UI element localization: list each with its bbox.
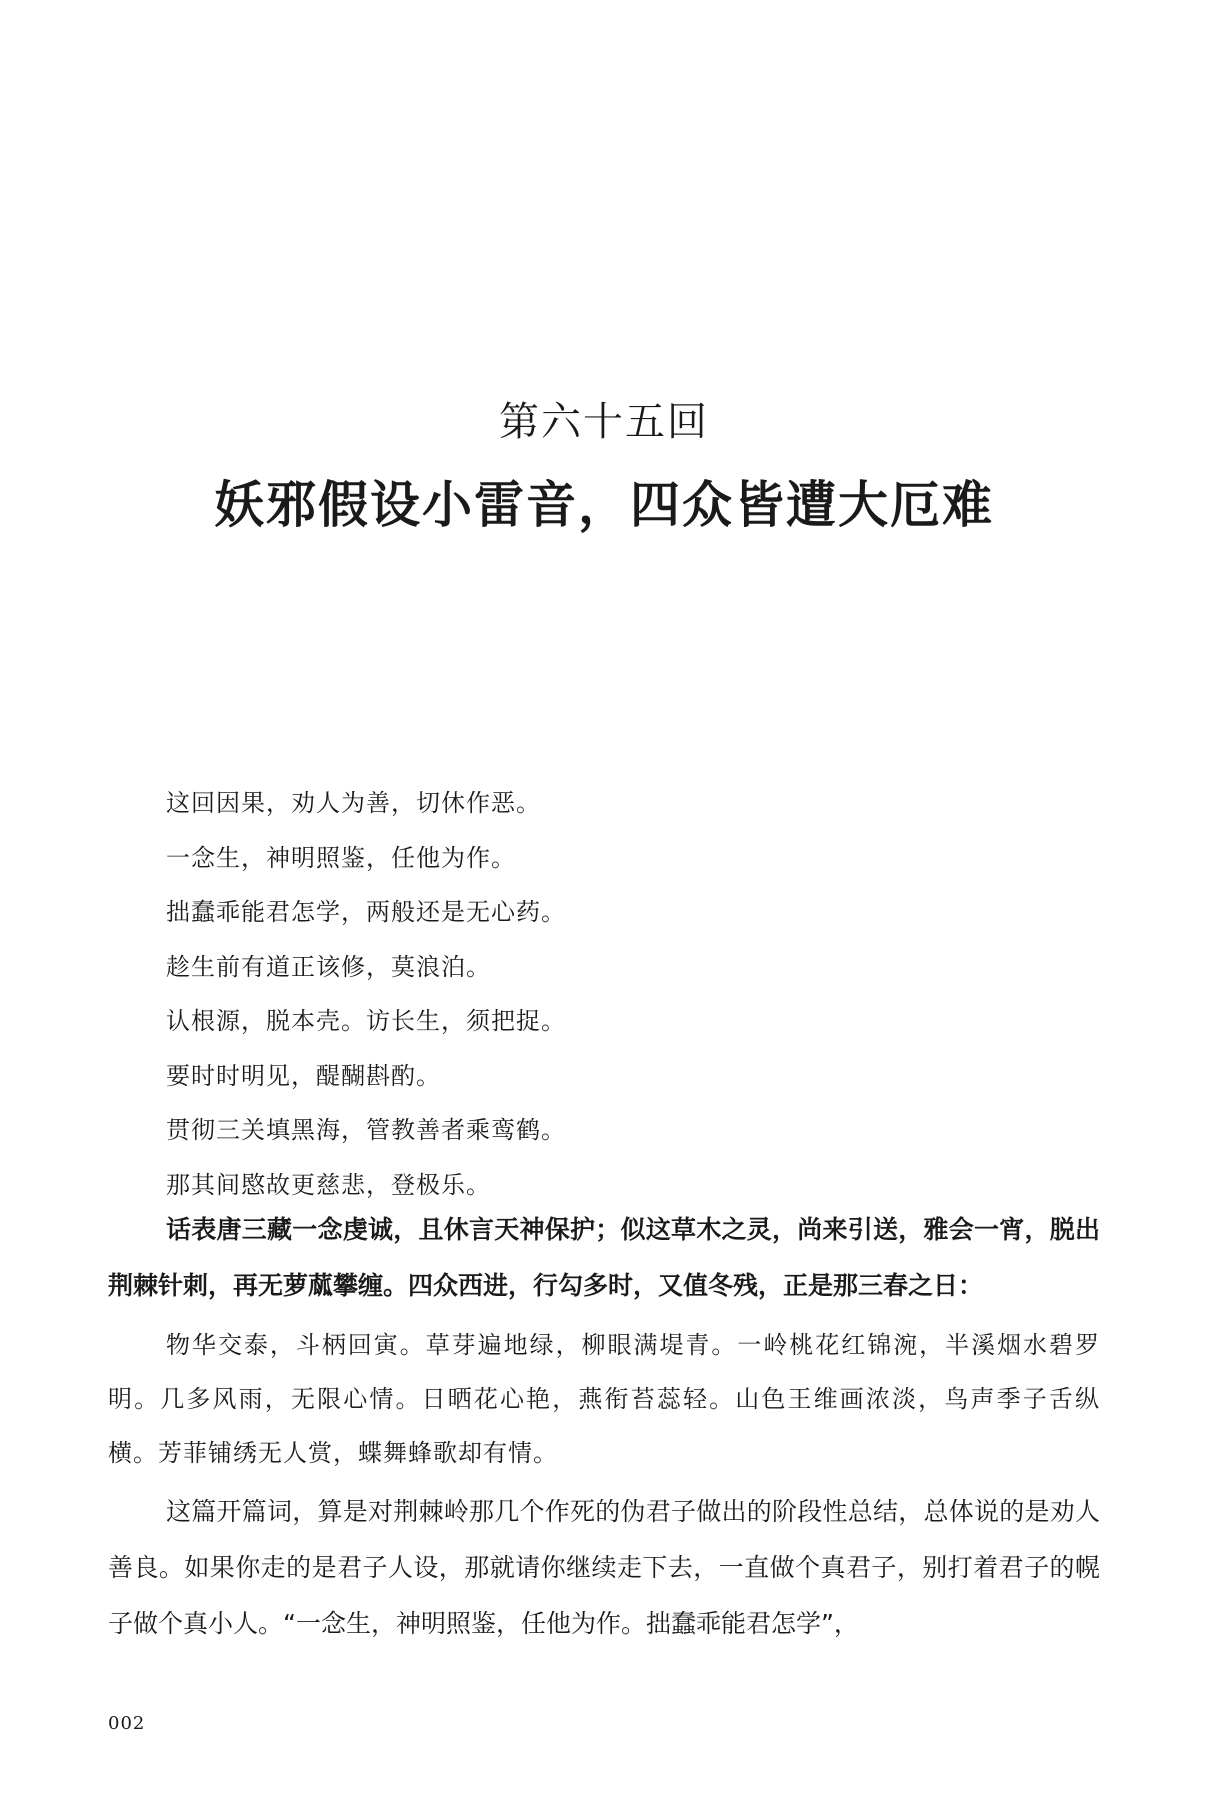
page-number: 002 <box>108 1713 146 1734</box>
poem-line: 贯彻三关填黑海，管教善者乘鸾鹤。 <box>166 1116 566 1144</box>
chapter-number: 第六十五回 <box>499 399 709 445</box>
chapter-title: 妖邪假设小雷音，四众皆遭大厄难 <box>214 476 994 534</box>
commentary-paragraph: 这篇开篇词，算是对荆棘岭那几个作死的伪君子做出的阶段性总结，总体说的是劝人善良。如果你走的是君子人设，那就请你继续走下去，一直做个真君子，别打着君子的幌子做个真小人。“一念生，神明照鉴，任他为作。拙蠢乖能君怎学”， <box>108 1497 1100 1638</box>
narration-paragraph: 话表唐三藏一念虔诚，且休言天神保护；似这草木之灵，尚来引送，雅会一宵，脱出荆棘针刺，再无萝蓏攀缠。四众西进，行勾多时，又值冬残，正是那三春之日： <box>108 1215 1100 1300</box>
poem-line: 认根源，脱本壳。访长生，须把捉。 <box>166 1007 566 1035</box>
poem-line: 要时时明见，醍醐斟酌。 <box>166 1061 441 1090</box>
spring-verse-paragraph: 物华交泰，斗柄回寅。草芽遍地绿，柳眼满堤青。一岭桃花红锦涴，半溪烟水碧罗明。几多风雨，无限心情。日晒花心艳，燕衔苔蕊轻。山色王维画浓淡，鸟声季子舌纵横。芳菲铺绣无人赏，蝶舞蜂歌却有情。 <box>108 1331 1100 1467</box>
poem-line: 趁生前有道正该修，莫浪泊。 <box>166 952 491 981</box>
poem-line: 那其间愍故更慈悲，登极乐。 <box>166 1170 491 1199</box>
poem-line: 拙蠢乖能君怎学，两般还是无心药。 <box>166 898 566 926</box>
poem-line: 这回因果，劝人为善，切休作恶。 <box>166 789 541 817</box>
opening-poem <box>166 776 1086 1212</box>
poem-line: 一念生，神明照鉴，任他为作。 <box>166 843 516 872</box>
